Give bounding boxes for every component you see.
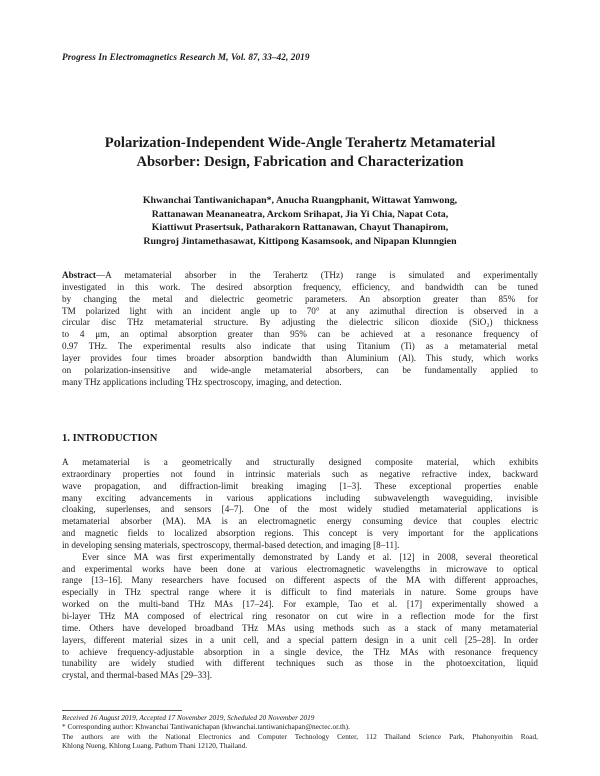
abstract-line: 0.97 THz. The experimental results also indicate that using Titanium (Ti) as a metamaterial metal	[62, 341, 538, 352]
footnotes	[62, 713, 538, 751]
body-line: bi-layer THz MA composed of electrical ring resonator on cut wire in a reflection mode for the first	[62, 610, 538, 621]
author-line: Kiattiwut Prasertsuk, Patharakorn Rattanawan, Chayut Thanapirom,	[151, 222, 449, 234]
body-line: cloaking, superlenses, and sensors [4–7]. One of the most widely studied metamaterial applications is	[62, 504, 538, 515]
body-line: A metamaterial is a geometrically and structurally designed composite material, which exhibits	[62, 457, 538, 467]
title-line: Polarization-Independent Wide-Angle Terahertz Metamaterial	[104, 135, 496, 151]
body-line: in developing sensing materials, spectroscopy, thermal-based detection, and imaging [8–11].	[62, 539, 400, 550]
section-heading: 1. INTRODUCTION	[62, 433, 158, 444]
abstract-line: on polarization-insensitive and wide-angle metamaterial absorbers, can be fundamentally applied to	[62, 364, 538, 375]
author-line: Rungroj Jintamethasawat, Kittipong Kasamsook, and Nipapan Klunngien	[143, 235, 457, 247]
body-text	[62, 457, 538, 682]
body-line: Ever since MA was first experimentally demonstrated by Landy et al. [12] in 2008, several theoretical	[82, 551, 538, 562]
body-line: worked on the multi-band THz MAs [17–24]. For example, Tao et al. [17] experimentally showed a	[62, 599, 538, 610]
abstract-line: circular disc THz metamaterial structure. By adjusting the dielectric silicon dioxide (SiO₂) thickness	[62, 317, 538, 328]
affiliation-line: The authors are with the National Electronics and Computer Technology Center, 112 Thailand Science Park, Phahonyothin Road,	[62, 731, 538, 741]
abstract-line: TM polarized light with an incident angle up to 70° at any azimuthal direction is observed in a	[62, 305, 538, 316]
abstract-line: layer provides four times broader absorption bandwidth than Aluminium (Al). This study, which works	[62, 352, 538, 363]
abstract-line	[62, 270, 538, 282]
abstract	[62, 270, 538, 388]
body-line: and magnetic fields to localized absorption regions. This concept is very important for the applications	[62, 528, 538, 539]
received-dates: Received 16 August 2019, Accepted 17 November 2019, Scheduled 20 November 2019	[62, 713, 315, 722]
journal-header: Progress In Electromagnetics Research M, Vol. 87, 33–42, 2019	[62, 52, 310, 62]
body-line: crystal, and thermal-based MAs [29–33].	[62, 670, 213, 681]
footnote-divider	[62, 710, 182, 711]
abstract-line: by changing the metal and dielectric geometric parameters. An absorption greater than 85% for	[62, 293, 538, 304]
paper-title	[62, 134, 538, 172]
body-line: to achieve frequency-adjustable absorption in a single device, the THz MAs with resonance frequency	[62, 646, 538, 657]
author-line: Rattanawan Meananeatra, Arckom Srihapat, Jia Yi Chia, Napat Cota,	[151, 208, 449, 220]
body-line: especially in THz spectral range where it is difficult to find materials in nature. Some groups have	[62, 587, 538, 598]
author-list	[62, 194, 538, 248]
body-line: tunability are widely studied with different techniques such as those in the photoexcitation, liquid	[62, 658, 538, 669]
abstract-label: Abstract	[62, 270, 96, 280]
title-line: Absorber: Design, Fabrication and Characterization	[136, 154, 464, 170]
abstract-line: many THz applications including THz spectroscopy, imaging, and detection.	[62, 376, 342, 387]
body-line: layers, different material sizes in a unit cell, and a special pattern design in a unit cell [25–28]. In order	[62, 634, 538, 645]
author-line: Khwanchai Tantiwanichapan*, Anucha Ruangphanit, Wittawat Yamwong,	[142, 195, 458, 206]
abstract-line: to 4 μm, an optimal absorption greater than 95% can be achieved at a resonance frequency of	[62, 329, 538, 340]
affiliation-line: Khlong Nueng, Khlong Luang, Pathum Thani 12120, Thailand.	[62, 741, 248, 751]
abstract-text: —A metamaterial absorber in the Terahertz (THz) range is simulated and experimentally	[95, 270, 538, 280]
body-line: many exciting advancements in various applications including subwavelength waveguiding, invisible	[62, 492, 538, 503]
corresponding-author: * Corresponding author: Khwanchai Tantiwanichapan (khwanchai.tantiwanichapan@nectec.or.th).	[62, 722, 350, 732]
body-line: range [13–16]. Many researchers have focused on different aspects of the MA with different approaches,	[62, 575, 538, 586]
abstract-line: investigated in this work. The desired absorption frequency, efficiency, and bandwidth can be tuned	[62, 281, 538, 292]
body-line: time. Others have developed broadband THz MAs using methods such as a stack of many metamaterial	[62, 622, 538, 633]
body-line: and experimental works have been done at various electromagnetic wavelengths in microwave to optical	[62, 563, 538, 574]
body-line: metamaterial absorber (MA). MA is an electromagnetic energy consuming device that couples electric	[62, 516, 538, 527]
body-line: extraordinary properties not found in intrinsic materials such as negative refractive index, backward	[62, 468, 538, 479]
body-line: wave propagation, and diffraction-limit breaking imaging [1–3]. These exceptional properties enable	[62, 480, 538, 491]
